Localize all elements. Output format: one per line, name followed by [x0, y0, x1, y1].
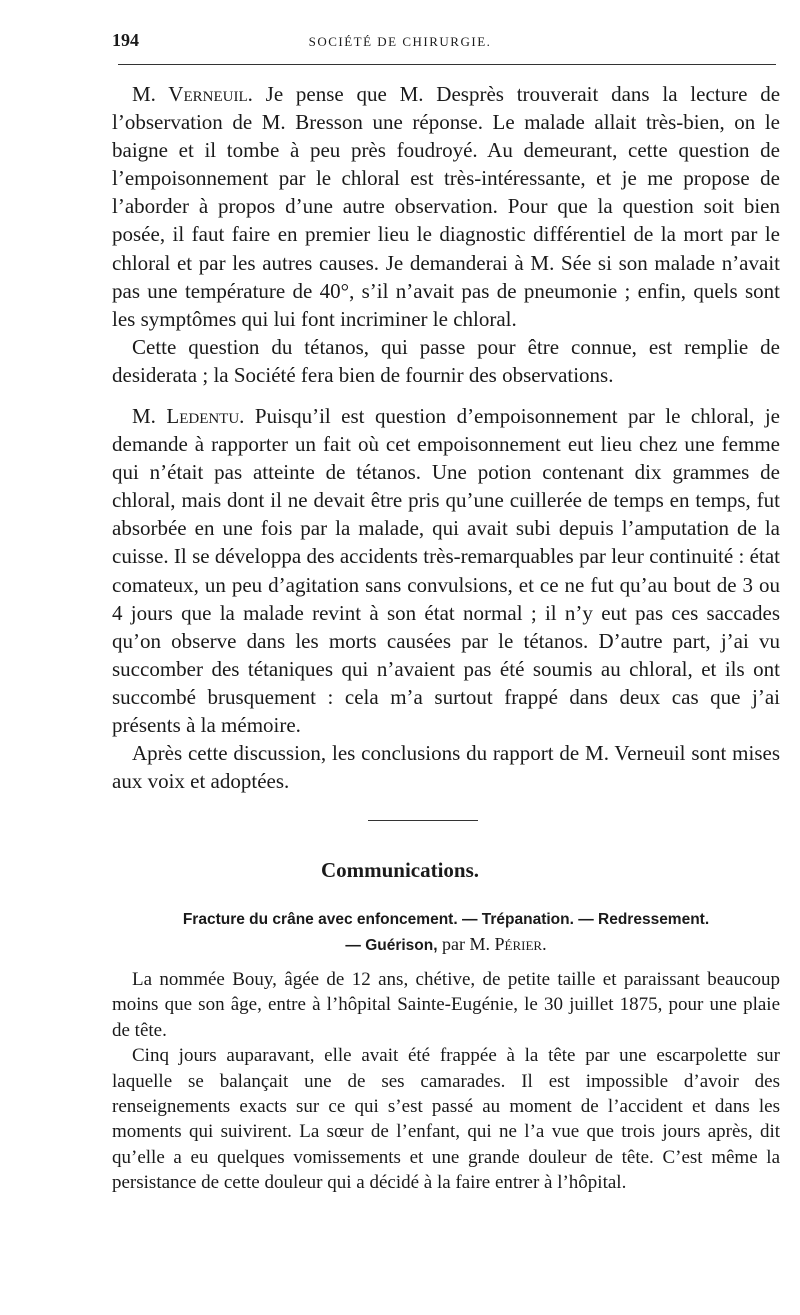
verneuil-paragraph-2: Cette question du tétanos, qui passe pour être connue, est remplie de desiderata ; la Société fera bien de fournir des observations. — [112, 334, 780, 387]
header-rule — [118, 64, 776, 65]
paragraph-text: Puisqu’il est question d’empoisonnement par le chloral, je demande à rapporter un fait où cet empoisonnement eut lieu chez une femme qui n’était pas atteinte de tétanos. Une potion contenant dix grammes de chloral, mais dont il ne devait être pris qu’une cuillerée de temps en temps, fut absorbée en une fois par la malade, qui avait subi depuis l’amputation de la cuisse. Il se développa des accidents très-remarquables par leur continuité : état comateux, un peu d’agitation sans convulsions, et ce ne fut qu’au bout de 3 ou 4 jours que la malade revint à son état normal ; il n’y eut pas ces saccades qu’on observe dans les morts causées par le tétanos. D’autre part, j’ai vu succomber des tétaniques qui n’avaient pas été soumis au chloral, et ils ont succombé brusquement : cela m’a surtout frappé dans deux cas que j’ai présents à la mémoire. — [112, 404, 780, 738]
section-divider — [368, 820, 478, 821]
running-head — [0, 30, 800, 56]
paper-title-outcome: — Guérison, — [345, 937, 438, 954]
author-prefix: par — [442, 934, 466, 954]
paper-title-line-1: Fracture du crâne avec enfoncement. — Trépanation. — Redressement. — [182, 911, 710, 928]
case-report — [112, 967, 780, 1196]
case-paragraph-1: La nommée Bouy, âgée de 12 ans, chétive, de petite taille et paraissant beaucoup moins que son âge, entre à l’hôpital Sainte-Eugénie, le 30 juillet 1875, pour une plaie de tête. — [112, 969, 780, 1041]
paragraph-text: Je pense que M. Desprès trouverait dans la lecture de l’observation de M. Bresson une réponse. Le malade allait très-bien, on le baigne et il tombe à peu près foudroyé. Au demeurant, cette question de l’empoisonnement par le chloral est très-intéressante, et je me propose de l’aborder à propos d’une autre observation. Pour que la question soit bien posée, il faut faire en premier lieu le diagnostic différentiel de la mort par le chloral et par les autres causes. Je demanderai à M. Sée si son malade n’avait pas une température de 40°, s’il n’avait pas de pneumonie ; enfin, quels sont les symptômes qui lui font incriminer le chloral. — [112, 82, 781, 331]
section-heading: Communications. — [320, 858, 480, 882]
ledentu-paragraph-2: Après cette discussion, les conclusions du rapport de M. Verneuil sont mises aux voix et adoptées. — [112, 741, 780, 794]
case-paragraph-2: Cinq jours auparavant, elle avait été frappée à la tête par une escarpolette sur laquelle se balançait une de ses camarades. Il est impossible d’avoir des renseignements exacts sur ce qui s’est passé au moment de l’accident et dans les moments qui suivirent. La sœur de l’enfant, qui ne l’a vue que trois jours après, dit qu’elle a eu quelques vomissements et une grande douleur de tête. C’est même la persistance de cette douleur qui a décidé à la faire entrer à l’hôpital. — [112, 1045, 780, 1194]
paper-title — [112, 906, 780, 958]
verneuil-remarks — [112, 80, 780, 389]
page-number: 194 — [112, 30, 139, 50]
ledentu-remarks — [112, 402, 780, 795]
ledentu-paragraph-1 — [112, 402, 780, 739]
verneuil-paragraph-1 — [112, 80, 780, 333]
speaker-name: M. Verneuil. — [132, 82, 253, 106]
paper-title-line-2 — [112, 932, 780, 958]
speaker-name: M. Ledentu. — [132, 404, 245, 428]
paper-author: M. Périer. — [469, 934, 547, 954]
journal-title: SOCIÉTÉ DE CHIRURGIE. — [308, 34, 492, 49]
